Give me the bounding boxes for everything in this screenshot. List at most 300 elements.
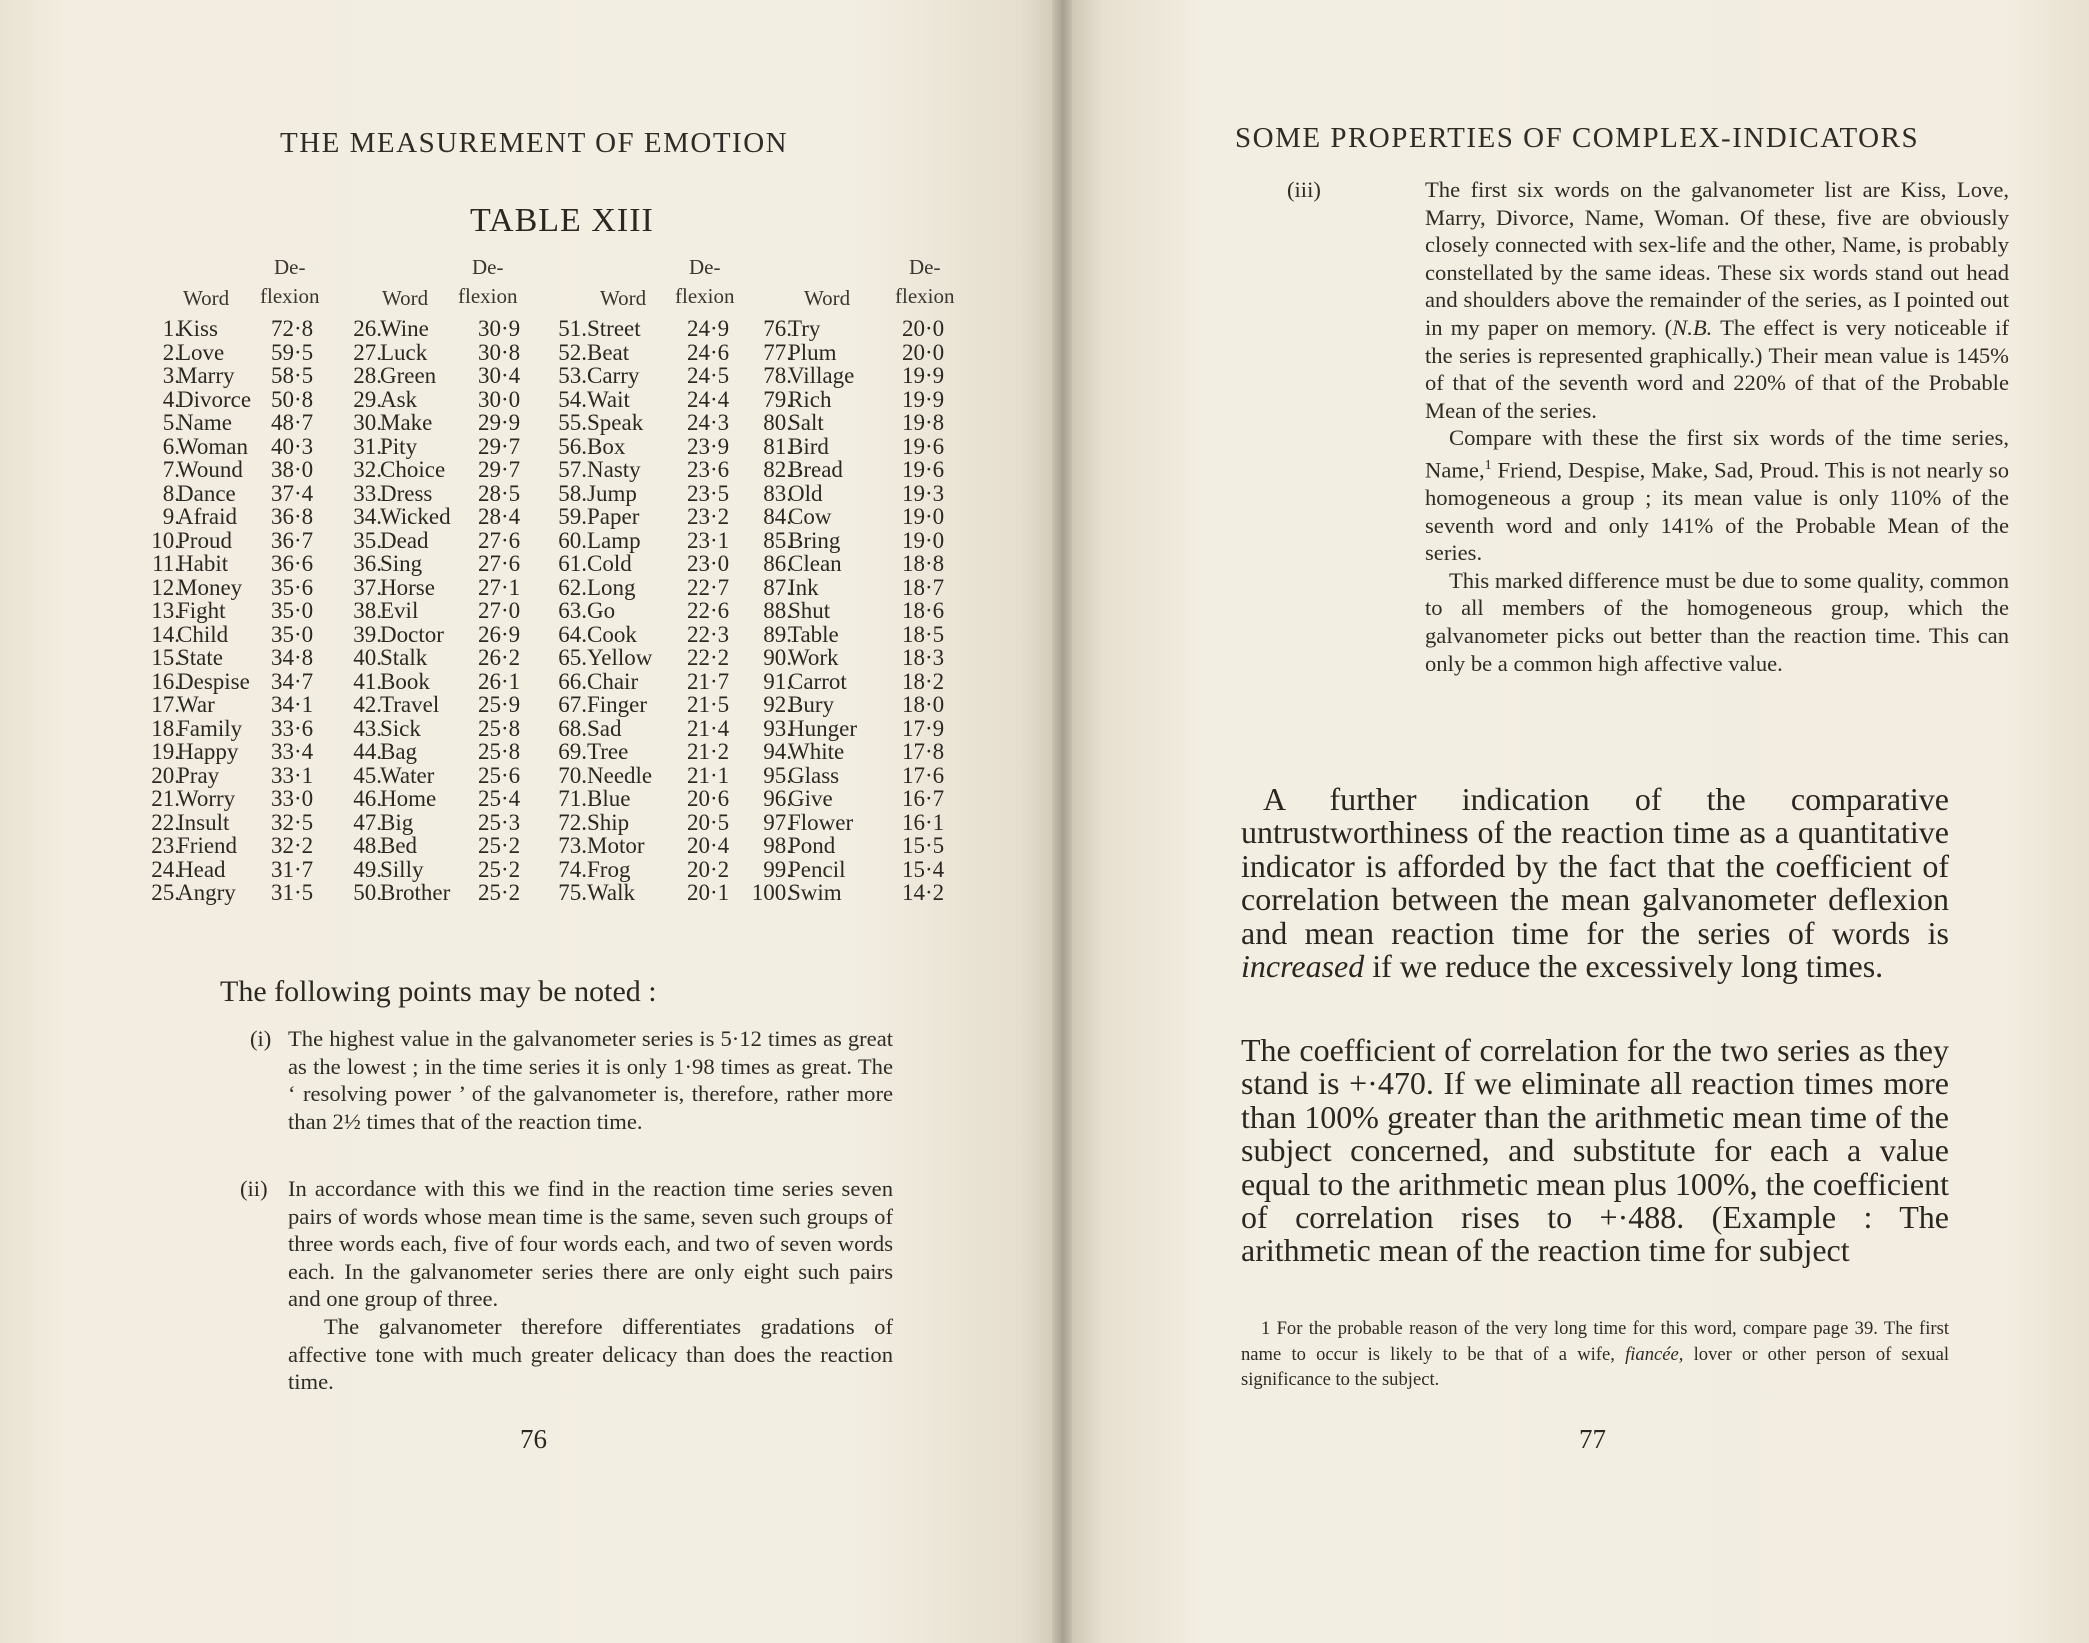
nb-text: The effect is very noticeable if the series is represented graphically.) bbox=[1425, 314, 2009, 368]
row-number: 87. bbox=[763, 574, 792, 600]
row-deflexion: 19·0 bbox=[902, 504, 945, 529]
row-number: 54. bbox=[558, 386, 587, 412]
row-deflexion: 48·7 bbox=[271, 410, 314, 435]
row-number: 90. bbox=[763, 645, 792, 670]
row-deflexion: 30·0 bbox=[478, 386, 521, 412]
row-number: 45. bbox=[353, 762, 382, 788]
table-row bbox=[750, 646, 955, 670]
row-number: 51. bbox=[558, 316, 587, 341]
row-word: Sick bbox=[380, 715, 421, 741]
row-word: Silly bbox=[380, 856, 424, 882]
row-number: 6. bbox=[162, 433, 180, 459]
row-deflexion: 38·0 bbox=[271, 457, 314, 482]
row-deflexion: 25·8 bbox=[478, 715, 521, 741]
footnote-ref: 1 bbox=[1484, 457, 1492, 473]
row-number: 61. bbox=[558, 551, 587, 576]
row-number: 60. bbox=[558, 527, 587, 553]
row-word: Wound bbox=[177, 457, 243, 482]
row-deflexion: 32·5 bbox=[271, 809, 314, 835]
column-header-deflexion: De- flexion bbox=[675, 255, 735, 308]
running-head-right: SOME PROPERTIES OF COMPLEX-INDICATORS bbox=[1235, 122, 1920, 154]
table-row bbox=[340, 576, 545, 600]
row-number: 50. bbox=[353, 880, 382, 905]
row-deflexion: 26·2 bbox=[478, 645, 521, 670]
row-word: Family bbox=[177, 715, 243, 741]
row-word: Proud bbox=[177, 527, 232, 553]
row-word: Pray bbox=[177, 762, 220, 788]
table-row bbox=[750, 482, 955, 506]
row-word: Motor bbox=[587, 833, 645, 858]
row-deflexion: 20·0 bbox=[902, 339, 945, 365]
row-number: 75. bbox=[558, 880, 587, 905]
row-deflexion: 23·9 bbox=[687, 433, 730, 459]
row-word: Give bbox=[788, 786, 833, 811]
row-deflexion: 50·8 bbox=[271, 386, 314, 412]
row-deflexion: 24·4 bbox=[687, 386, 730, 412]
row-deflexion: 23·2 bbox=[687, 504, 730, 529]
row-deflexion: 20·5 bbox=[687, 809, 730, 835]
row-number: 69. bbox=[558, 739, 587, 764]
row-number: 18. bbox=[151, 715, 180, 741]
table-row bbox=[750, 317, 955, 341]
row-deflexion: 59·5 bbox=[271, 339, 314, 365]
table-row bbox=[135, 435, 340, 459]
row-deflexion: 25·6 bbox=[478, 762, 521, 788]
row-number: 8. bbox=[162, 480, 180, 506]
row-number: 82. bbox=[763, 457, 792, 482]
row-number: 85. bbox=[763, 527, 792, 553]
row-word: Fight bbox=[177, 598, 226, 623]
row-number: 64. bbox=[558, 621, 587, 647]
row-number: 79. bbox=[763, 386, 792, 412]
row-deflexion: 20·2 bbox=[687, 856, 730, 882]
row-number: 25. bbox=[151, 880, 180, 905]
table-row bbox=[750, 364, 955, 388]
table-row bbox=[135, 811, 340, 835]
row-word: Carrot bbox=[788, 668, 847, 694]
nb-open-paren: ( bbox=[1664, 314, 1673, 340]
table-row bbox=[545, 834, 750, 858]
table-row bbox=[750, 717, 955, 741]
row-word: Rich bbox=[788, 386, 832, 412]
row-deflexion: 30·4 bbox=[478, 363, 521, 388]
row-deflexion: 21·2 bbox=[687, 739, 730, 764]
row-word: Swim bbox=[788, 880, 842, 905]
row-word: Plum bbox=[788, 339, 837, 365]
row-number: 9. bbox=[162, 504, 180, 529]
table-row bbox=[545, 505, 750, 529]
table-row bbox=[135, 858, 340, 882]
point-ii bbox=[240, 1175, 893, 1396]
row-number: 80. bbox=[763, 410, 792, 435]
table-row bbox=[545, 764, 750, 788]
row-number: 65. bbox=[558, 645, 587, 670]
row-word: Ask bbox=[380, 386, 418, 412]
row-number: 59. bbox=[558, 504, 587, 529]
row-deflexion: 35·0 bbox=[271, 621, 314, 647]
footnote-emphasis: fiancée, bbox=[1625, 1343, 1684, 1365]
row-word: Child bbox=[177, 621, 229, 647]
row-number: 70. bbox=[558, 762, 587, 788]
row-deflexion: 27·0 bbox=[478, 598, 521, 623]
column-header-word: Word bbox=[804, 286, 851, 310]
row-deflexion: 25·2 bbox=[478, 880, 521, 905]
row-word: Choice bbox=[380, 457, 446, 482]
table-row bbox=[545, 858, 750, 882]
point-iii-text-b: Their mean value is 145% of that of the seventh word and 220% of that of the Probable Mean of the series. bbox=[1425, 342, 2009, 423]
row-word: Street bbox=[587, 316, 641, 341]
table-row bbox=[135, 693, 340, 717]
row-number: 77. bbox=[763, 339, 792, 365]
row-number: 34. bbox=[353, 504, 382, 529]
row-word: Jump bbox=[587, 480, 637, 506]
row-number: 35. bbox=[353, 527, 382, 553]
row-number: 93. bbox=[763, 715, 792, 741]
table-row bbox=[545, 552, 750, 576]
row-number: 89. bbox=[763, 621, 792, 647]
point-iii-text-a: The first six words on the galvanometer list are Kiss, Love, Marry, Divorce, Name, Woman. Of these, five are obviously closely connected with sex-life and the other, Name, is probably constellated by the same ideas. These six words stand out head and shoulders above the remainder of the series, as I pointed out in my paper on memory. bbox=[1425, 177, 2009, 340]
point-i-text: The highest value in the galvanometer series is 5·12 times as great as the lowest ; in the time series it is only 1·98 times as great. The ‘ resolving power ’ of the galvanometer is, therefore, rather more than 2½ times that of the reaction time. bbox=[288, 1026, 893, 1134]
point-i-marker: (i) bbox=[250, 1026, 272, 1051]
row-deflexion: 27·1 bbox=[478, 574, 521, 600]
row-number: 33. bbox=[353, 480, 382, 506]
column-header bbox=[750, 255, 955, 317]
table-column-2 bbox=[340, 255, 545, 905]
row-word: State bbox=[177, 645, 223, 670]
nb-label: N.B. bbox=[1672, 314, 1713, 340]
row-deflexion: 33·4 bbox=[271, 739, 314, 764]
point-iii bbox=[1287, 176, 2009, 677]
row-number: 4. bbox=[162, 386, 180, 412]
row-number: 14. bbox=[151, 621, 180, 647]
row-word: Pencil bbox=[788, 856, 846, 882]
table-row bbox=[750, 623, 955, 647]
row-word: Evil bbox=[380, 598, 419, 623]
row-number: 71. bbox=[558, 786, 587, 811]
table-row bbox=[340, 341, 545, 365]
row-deflexion: 26·1 bbox=[478, 668, 521, 694]
row-deflexion: 19·9 bbox=[902, 386, 945, 412]
row-word: Flower bbox=[788, 809, 854, 835]
row-deflexion: 36·8 bbox=[271, 504, 314, 529]
row-number: 100. bbox=[751, 880, 792, 905]
row-number: 1. bbox=[162, 316, 180, 341]
row-number: 84. bbox=[763, 504, 792, 529]
row-number: 78. bbox=[763, 363, 792, 388]
row-number: 68. bbox=[558, 715, 587, 741]
table-row bbox=[340, 740, 545, 764]
row-deflexion: 24·5 bbox=[687, 363, 730, 388]
row-number: 47. bbox=[353, 809, 382, 835]
table-row bbox=[340, 364, 545, 388]
table-row bbox=[545, 693, 750, 717]
row-word: Bed bbox=[380, 833, 418, 858]
row-word: Try bbox=[788, 316, 821, 341]
row-deflexion: 21·4 bbox=[687, 715, 730, 741]
row-number: 58. bbox=[558, 480, 587, 506]
row-number: 81. bbox=[763, 433, 792, 459]
row-word: Money bbox=[177, 574, 243, 600]
paragraph-correlation-1 bbox=[1241, 783, 1949, 983]
table-row bbox=[545, 623, 750, 647]
table-row bbox=[340, 623, 545, 647]
page-number-right: 77 bbox=[1579, 1424, 1606, 1454]
table-row bbox=[135, 505, 340, 529]
row-number: 74. bbox=[558, 856, 587, 882]
table-row bbox=[750, 435, 955, 459]
running-head-left: THE MEASUREMENT OF EMOTION bbox=[280, 127, 789, 159]
row-number: 17. bbox=[151, 692, 180, 717]
row-number: 39. bbox=[353, 621, 382, 647]
row-deflexion: 22·7 bbox=[687, 574, 730, 600]
table-row bbox=[135, 881, 340, 905]
row-deflexion: 15·5 bbox=[902, 833, 945, 858]
row-deflexion: 18·8 bbox=[902, 551, 945, 576]
row-word: Make bbox=[380, 410, 433, 435]
row-number: 11. bbox=[152, 551, 180, 576]
table-row bbox=[135, 576, 340, 600]
row-deflexion: 25·4 bbox=[478, 786, 521, 811]
table-row bbox=[545, 717, 750, 741]
table-row bbox=[340, 458, 545, 482]
point-i bbox=[250, 1025, 893, 1135]
table-row bbox=[135, 364, 340, 388]
row-deflexion: 20·1 bbox=[687, 880, 730, 905]
column-header-deflexion: De- flexion bbox=[260, 255, 320, 308]
column-header-word: Word bbox=[382, 286, 429, 310]
row-number: 91. bbox=[763, 668, 792, 694]
row-deflexion: 30·9 bbox=[478, 316, 521, 341]
row-word: Worry bbox=[177, 786, 236, 811]
row-deflexion: 23·1 bbox=[687, 527, 730, 553]
row-deflexion: 19·8 bbox=[902, 410, 945, 435]
row-deflexion: 17·9 bbox=[902, 715, 945, 741]
row-word: Kiss bbox=[177, 316, 218, 341]
row-deflexion: 25·3 bbox=[478, 809, 521, 835]
row-word: Bury bbox=[788, 692, 834, 717]
table-row bbox=[750, 552, 955, 576]
table-row bbox=[750, 458, 955, 482]
row-deflexion: 37·4 bbox=[271, 480, 314, 506]
table-row bbox=[750, 693, 955, 717]
row-word: Dance bbox=[177, 480, 236, 506]
row-deflexion: 36·7 bbox=[271, 527, 314, 553]
table-row bbox=[545, 787, 750, 811]
row-deflexion: 26·9 bbox=[478, 621, 521, 647]
row-deflexion: 17·6 bbox=[902, 762, 945, 788]
table-row bbox=[750, 529, 955, 553]
row-deflexion: 25·2 bbox=[478, 833, 521, 858]
row-deflexion: 29·9 bbox=[478, 410, 521, 435]
row-word: Pity bbox=[380, 433, 418, 459]
table-title: TABLE XIII bbox=[470, 202, 654, 239]
row-number: 96. bbox=[763, 786, 792, 811]
row-deflexion: 24·3 bbox=[687, 410, 730, 435]
row-word: Doctor bbox=[380, 621, 444, 647]
row-deflexion: 32·2 bbox=[271, 833, 314, 858]
row-number: 43. bbox=[353, 715, 382, 741]
row-deflexion: 23·5 bbox=[687, 480, 730, 506]
table-row bbox=[750, 576, 955, 600]
row-word: Wait bbox=[587, 386, 630, 412]
table-column-3 bbox=[545, 255, 750, 905]
row-number: 38. bbox=[353, 598, 382, 623]
row-deflexion: 31·7 bbox=[271, 856, 314, 882]
table-row bbox=[545, 411, 750, 435]
row-number: 3. bbox=[162, 363, 180, 388]
row-deflexion: 16·1 bbox=[902, 809, 945, 835]
table-row bbox=[545, 317, 750, 341]
table-row bbox=[135, 787, 340, 811]
table-row bbox=[135, 388, 340, 412]
row-word: Horse bbox=[380, 574, 435, 600]
row-word: Beat bbox=[587, 339, 630, 365]
row-number: 24. bbox=[151, 856, 180, 882]
row-deflexion: 33·1 bbox=[271, 762, 314, 788]
table-row bbox=[545, 482, 750, 506]
para1-text-b: if we reduce the excessively long times. bbox=[1372, 948, 1884, 985]
row-word: Marry bbox=[177, 363, 235, 388]
row-deflexion: 14·2 bbox=[902, 880, 945, 905]
table-row bbox=[340, 482, 545, 506]
row-number: 73. bbox=[558, 833, 587, 858]
row-deflexion: 19·6 bbox=[902, 433, 945, 459]
row-deflexion: 27·6 bbox=[478, 527, 521, 553]
row-deflexion: 29·7 bbox=[478, 433, 521, 459]
row-word: Habit bbox=[177, 551, 229, 576]
row-deflexion: 24·9 bbox=[687, 316, 730, 341]
table-row bbox=[135, 482, 340, 506]
row-word: Luck bbox=[380, 339, 428, 365]
table-row bbox=[545, 599, 750, 623]
row-deflexion: 18·2 bbox=[902, 668, 945, 694]
row-number: 2. bbox=[162, 339, 180, 365]
row-number: 95. bbox=[763, 762, 792, 788]
column-header-word: Word bbox=[183, 286, 230, 310]
table-row bbox=[135, 646, 340, 670]
row-deflexion: 21·7 bbox=[687, 668, 730, 694]
row-number: 44. bbox=[353, 739, 382, 764]
row-number: 98. bbox=[763, 833, 792, 858]
table-row bbox=[340, 411, 545, 435]
table-row bbox=[135, 599, 340, 623]
row-deflexion: 16·7 bbox=[902, 786, 945, 811]
row-number: 88. bbox=[763, 598, 792, 623]
row-deflexion: 27·6 bbox=[478, 551, 521, 576]
row-deflexion: 35·6 bbox=[271, 574, 314, 600]
row-word: Woman bbox=[177, 433, 248, 459]
row-word: Table bbox=[788, 621, 839, 647]
row-deflexion: 25·2 bbox=[478, 856, 521, 882]
table-row bbox=[750, 858, 955, 882]
column-header-word: Word bbox=[600, 286, 647, 310]
point-ii-continuation: The galvanometer therefore differentiates gradations of affective tone with much greater delicacy than does the reaction time. bbox=[288, 1313, 893, 1395]
table-row bbox=[340, 834, 545, 858]
row-deflexion: 36·6 bbox=[271, 551, 314, 576]
table-row bbox=[340, 717, 545, 741]
table-row bbox=[135, 552, 340, 576]
row-word: Dead bbox=[380, 527, 429, 553]
row-number: 46. bbox=[353, 786, 382, 811]
row-word: Stalk bbox=[380, 645, 428, 670]
row-word: Salt bbox=[788, 410, 824, 435]
row-word: Love bbox=[177, 339, 225, 365]
row-word: Speak bbox=[587, 410, 644, 435]
row-word: Chair bbox=[587, 668, 639, 694]
table-row bbox=[545, 646, 750, 670]
point-iii-marker: (iii) bbox=[1287, 177, 1321, 202]
row-number: 30. bbox=[353, 410, 382, 435]
row-word: Happy bbox=[177, 739, 239, 764]
row-word: Friend bbox=[177, 833, 238, 858]
row-word: Pond bbox=[788, 833, 836, 858]
row-word: White bbox=[788, 739, 845, 764]
table-row bbox=[545, 740, 750, 764]
row-word: Insult bbox=[177, 809, 230, 835]
row-deflexion: 22·6 bbox=[687, 598, 730, 623]
table-row bbox=[750, 388, 955, 412]
para1-text-a: A further indication of the comparative untrustworthiness of the reaction time as a quantitative indicator is afforded by the fact that the coefficient of correlation between the mean galvanometer deflexion and mean reaction time for the series of words is bbox=[1241, 781, 1949, 951]
row-deflexion: 19·6 bbox=[902, 457, 945, 482]
row-number: 57. bbox=[558, 457, 587, 482]
row-word: Walk bbox=[587, 880, 635, 905]
para2-text: The coefficient of correlation for the two series as they stand is +·470. If we eliminate all reaction times more than 100% greater than the arithmetic mean time of the subject concerned, and substitute for each a value equal to the arithmetic mean plus 100%, the coefficient of correlation rises to +·488. (Example : The arithmetic mean of the reaction time for subject bbox=[1241, 1032, 1949, 1269]
table-row bbox=[750, 811, 955, 835]
row-number: 5. bbox=[162, 410, 180, 435]
row-number: 7. bbox=[162, 457, 180, 482]
row-word: Cow bbox=[788, 504, 832, 529]
row-number: 83. bbox=[763, 480, 792, 506]
row-word: Old bbox=[788, 480, 823, 506]
point-iii-text-d: This marked difference must be due to some quality, common to all members of the homogeneous group, which the galvanometer picks out better than the reaction time. This can only be a common high affective value. bbox=[1425, 567, 2009, 676]
row-deflexion: 34·1 bbox=[271, 692, 314, 717]
paragraph-correlation-2 bbox=[1241, 1034, 1949, 1268]
row-word: Wicked bbox=[380, 504, 451, 529]
table-row bbox=[340, 599, 545, 623]
row-deflexion: 22·2 bbox=[687, 645, 730, 670]
points-lead-in: The following points may be noted : bbox=[220, 975, 657, 1008]
row-number: 37. bbox=[353, 574, 382, 600]
row-deflexion: 20·4 bbox=[687, 833, 730, 858]
row-number: 40. bbox=[353, 645, 382, 670]
row-word: Bring bbox=[788, 527, 841, 553]
row-number: 26. bbox=[353, 316, 382, 341]
row-number: 53. bbox=[558, 363, 587, 388]
row-deflexion: 33·0 bbox=[271, 786, 314, 811]
table-row bbox=[750, 834, 955, 858]
row-number: 27. bbox=[353, 339, 382, 365]
table-column-1 bbox=[135, 255, 340, 905]
row-deflexion: 17·8 bbox=[902, 739, 945, 764]
row-deflexion: 18·0 bbox=[902, 692, 945, 717]
row-deflexion: 34·7 bbox=[271, 668, 314, 694]
row-word: Tree bbox=[587, 739, 629, 764]
row-number: 31. bbox=[353, 433, 382, 459]
table-row bbox=[750, 411, 955, 435]
row-word: Paper bbox=[587, 504, 640, 529]
table-row bbox=[545, 364, 750, 388]
row-deflexion: 22·3 bbox=[687, 621, 730, 647]
row-word: Glass bbox=[788, 762, 840, 788]
table-row bbox=[340, 693, 545, 717]
row-number: 19. bbox=[151, 739, 180, 764]
row-word: Water bbox=[380, 762, 435, 788]
point-iii-text-c1: Compare with these the first six words of the time series, Name, bbox=[1425, 425, 2009, 483]
row-word: Finger bbox=[587, 692, 648, 717]
row-word: Village bbox=[788, 363, 855, 388]
row-word: Bird bbox=[788, 433, 829, 459]
table-row bbox=[340, 529, 545, 553]
